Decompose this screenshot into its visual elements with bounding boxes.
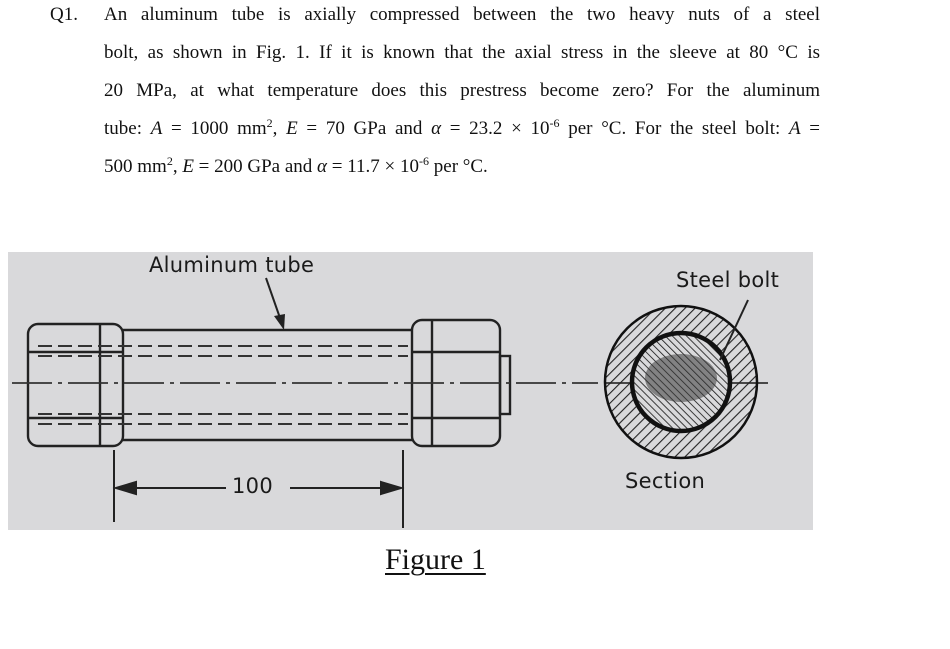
question-line-2: bolt, as shown in Fig. 1. If it is known that the axial stress in the sleeve at 80 °C is	[104, 42, 820, 63]
label-aluminum-tube: Aluminum tube	[149, 253, 315, 277]
question-line-4: tube: A = 1000 $mm^2$, E = 70 GPa and $\alpha = 23.2 \times 10^{-6}$ per °C. For the steel bolt: A =	[104, 116, 820, 139]
figure-caption: Figure 1	[385, 543, 486, 576]
dimension-label: 100	[232, 474, 273, 498]
question-line-5: 500 $mm^2$, E = 200 GPa and $\alpha = 11.7 \times 10^{-6}$ per °C.	[104, 154, 488, 177]
label-section: Section	[625, 469, 706, 493]
question-line-3: 20 MPa, at what temperature does this prestress become zero? For the aluminum	[104, 80, 820, 101]
question-line-1: An aluminum tube is axially compressed between the two heavy nuts of a steel	[104, 4, 820, 25]
label-steel-bolt: Steel bolt	[676, 268, 780, 292]
figure-photo	[8, 252, 813, 530]
left-nut	[28, 324, 123, 446]
question-number: Q1.	[50, 4, 78, 25]
